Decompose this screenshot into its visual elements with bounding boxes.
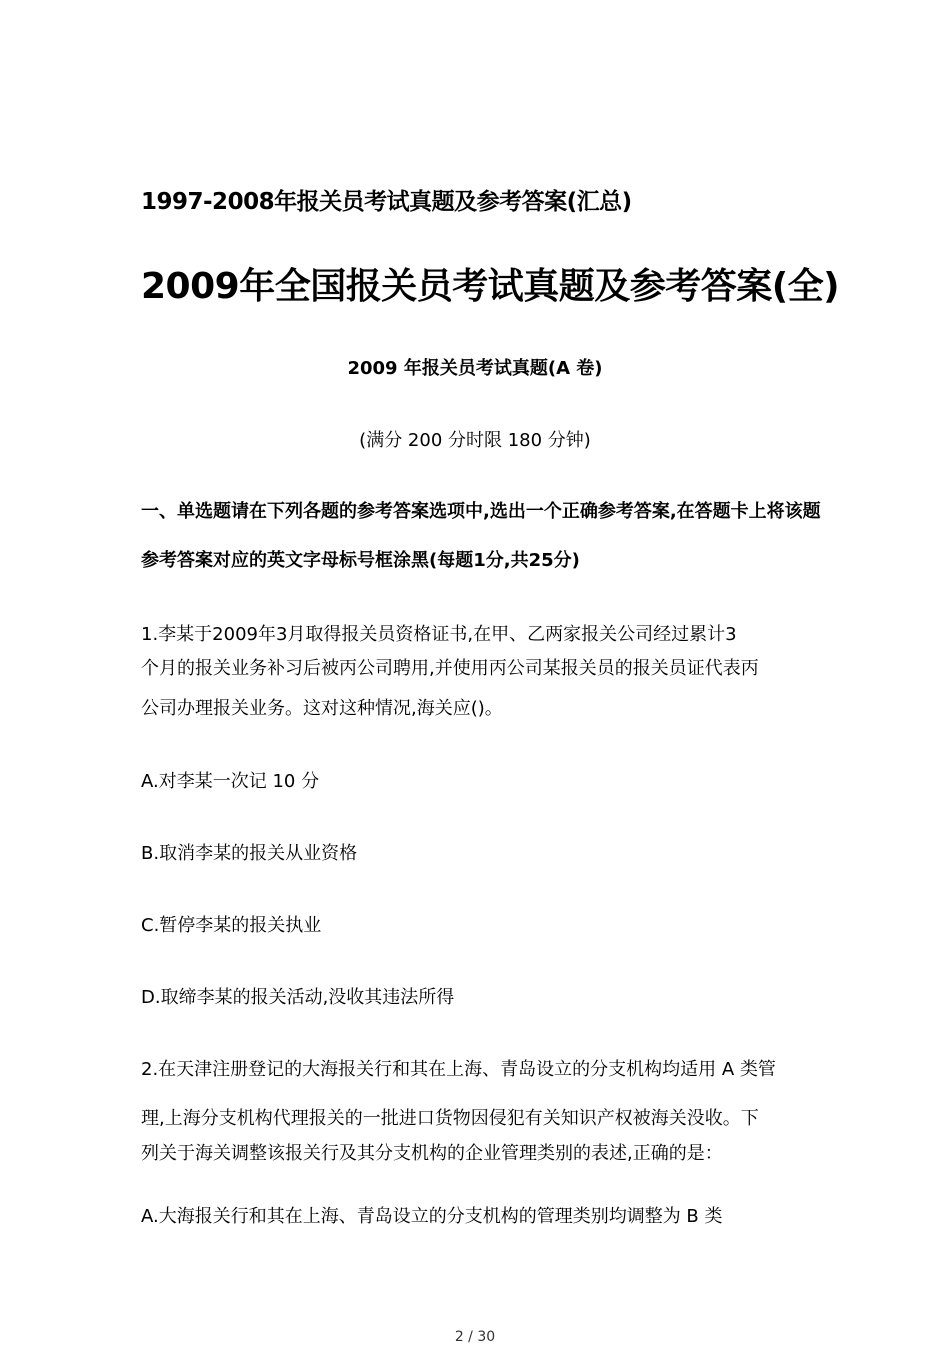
question-2-line-1: 2.在天津注册登记的大海报关行和其在上海、青岛设立的分支机构均适用 A 类管 (141, 1059, 776, 1080)
header-title: 1997-2008年报关员考试真题及参考答案(汇总) (141, 189, 632, 215)
section-heading-line-1: 一、单选题请在下列各题的参考答案选项中,选出一个正确参考答案,在答题卡上将该题 (141, 501, 821, 522)
question-2-line-2: 理,上海分支机构代理报关的一批进口货物因侵犯有关知识产权被海关没收。下 (141, 1108, 759, 1129)
question-1-option-d: D.取缔李某的报关活动,没收其违法所得 (141, 987, 455, 1008)
question-2-line-3: 列关于海关调整该报关行及其分支机构的企业管理类别的表述,正确的是： (141, 1143, 723, 1164)
exam-meta: (满分 200 分时限 180 分钟) (359, 430, 591, 451)
exam-title: 2009 年报关员考试真题(A 卷) (347, 358, 603, 379)
question-1-option-a: A.对李某一次记 10 分 (141, 771, 320, 792)
question-2-option-a: A.大海报关行和其在上海、青岛设立的分支机构的管理类别均调整为 B 类 (141, 1206, 723, 1227)
page-number: 2 / 30 (454, 1329, 496, 1345)
question-1-line-3: 公司办理报关业务。这对这种情况,海关应()。 (141, 698, 503, 719)
main-title: 2009年全国报关员考试真题及参考答案(全) (141, 266, 840, 307)
question-1-option-c: C.暂停李某的报关执业 (141, 915, 322, 936)
section-heading-line-2: 参考答案对应的英文字母标号框涂黑(每题1分,共25分) (141, 550, 580, 571)
question-1-line-1: 1.李某于2009年3月取得报关员资格证书,在甲、乙两家报关公司经过累计3 (141, 624, 737, 645)
question-1-option-b: B.取消李某的报关从业资格 (141, 843, 358, 864)
question-1-line-2: 个月的报关业务补习后被丙公司聘用,并使用丙公司某报关员的报关员证代表丙 (141, 658, 759, 679)
